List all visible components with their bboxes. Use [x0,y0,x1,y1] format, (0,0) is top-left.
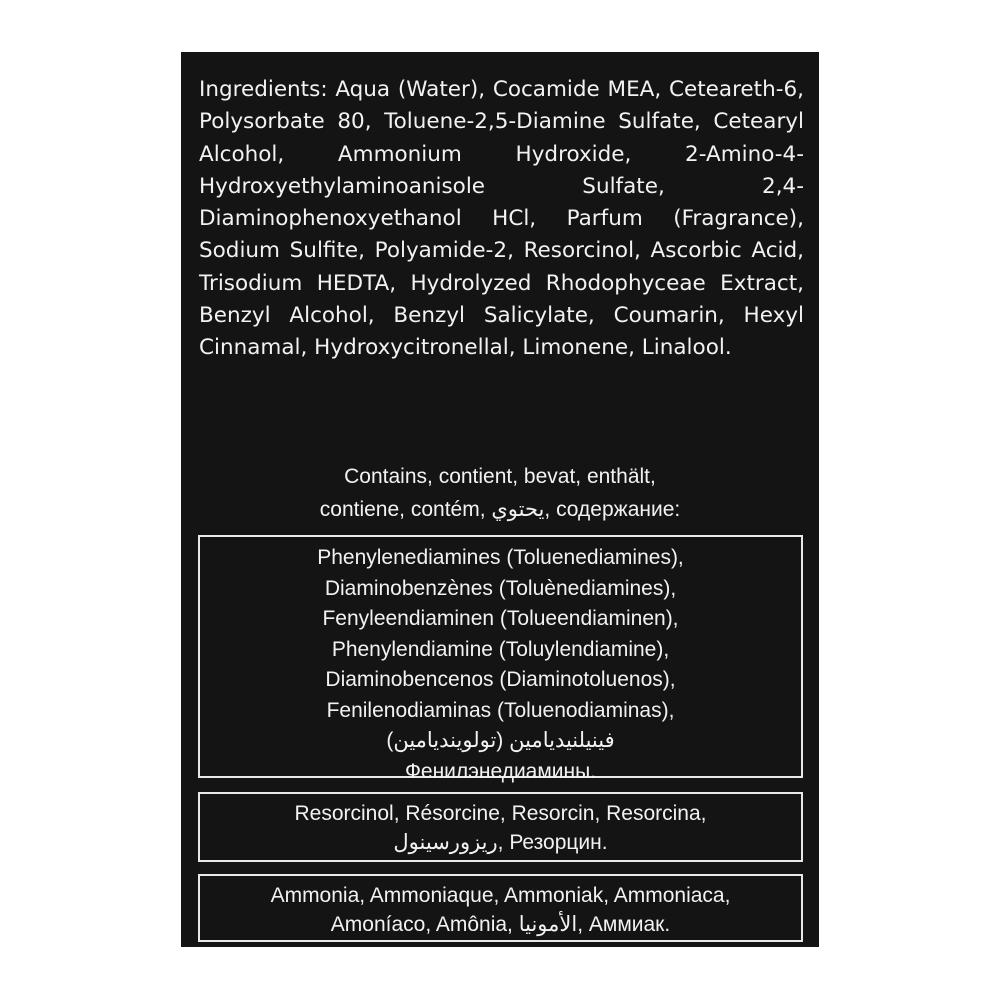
phenylenediamines-line-de: Phenylendiamine (Toluylendiamine), [331,637,670,661]
ammonia-warning-box [198,874,803,942]
phenylenediamines-warning-box [198,535,803,783]
contains-line-1: Contains, contient, bevat, enthält, [344,465,656,488]
ingredients-label-panel [181,52,819,947]
resorcinol-warning-box [198,792,803,862]
phenylenediamines-line-en: Phenylenediamines (Toluenediamines), [317,546,684,569]
ingredients-list: Ingredients: Aqua (Water), Cocamide MEA, Ceteareth-6, Polysorbate 80, Toluene-2,5-Diamine Sulfate, Cetearyl Alcohol, Ammonium Hydroxide, 2-Amino-4-Hydroxyethylaminoanisole Sulfate, 2,4-Diaminophenoxyethanol HCl, Parfum (Fragrance), Sodium Sulfite, Polyamide-2, Resorcinol, Ascorbic Acid, Trisodium HEDTA, Hydrolyzed Rhodophyceae Extract, Benzyl Alcohol, Benzyl Salicylate, Coumarin, Hexyl Cinnamal, Hydroxycitronellal, Limonene, Linalool. [199,77,804,361]
contains-heading [181,460,819,526]
phenylenediamines-line-ru: Фенилэнедиамины. [404,759,597,783]
phenylenediamines-line-ar: فينيلنيديامين (تولوينديامين) [386,729,615,752]
phenylenediamines-line-pt: Fenilenodiaminas (Toluenodiaminas), [326,698,675,722]
phenylenediamines-line-nl: Fenyleendiaminen (Tolueendiaminen), [322,607,679,630]
phenylenediamines-line-fr: Diaminobenzènes (Toluènediamines), [324,576,677,600]
phenylenediamines-line-es: Diaminobencenos (Diaminotoluenos), [325,668,676,691]
contains-line-2: contiene, contém, يحتوي, содержание: [319,498,681,521]
ammonia-line-1: Ammonia, Ammoniaque, Ammoniak, Ammoniaca, [270,884,731,907]
resorcinol-line-1: Resorcinol, Résorcine, Resorcin, Resorcina, [294,802,707,825]
resorcinol-line-2: ريزورسينول, Резорцин. [393,831,608,854]
ammonia-line-2: Amoníaco, Amônia, الأمونيا, Аммиак. [330,913,671,936]
